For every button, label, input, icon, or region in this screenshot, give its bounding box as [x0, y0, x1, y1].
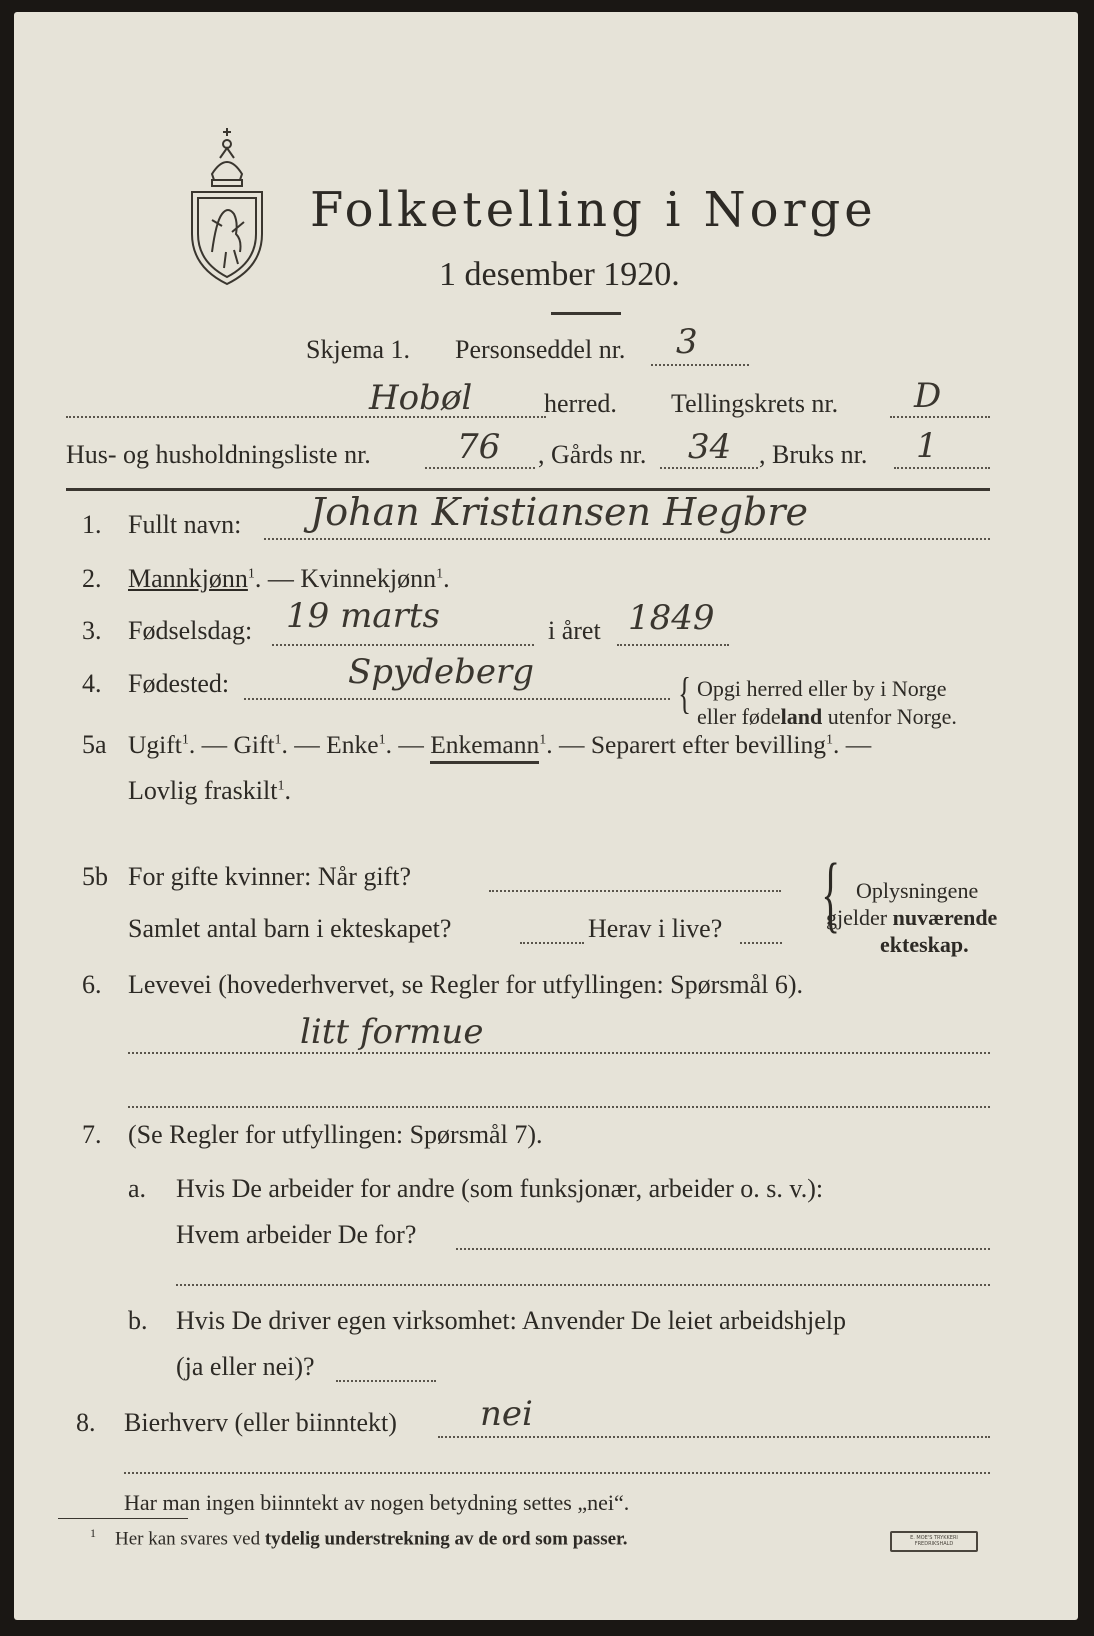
q5a-enke[interactable]: Enke — [326, 730, 379, 759]
q4-brace: { — [678, 669, 691, 718]
q3-year-label: i året — [548, 616, 601, 645]
gards-line — [660, 467, 758, 469]
q5a-lovlig: Lovlig fraskilt$^1$. — [128, 776, 291, 805]
q7b-sub-label: (ja eller nei)? — [176, 1352, 315, 1381]
q5b-note-text-bold: nuværende — [892, 905, 998, 930]
form-title: Folketelling i Norge — [310, 182, 877, 238]
q5a-enkemann-mark: 1 — [539, 732, 547, 748]
q4-note-line2 — [697, 704, 957, 730]
printer-stamp-text: E. MOE'S TRYKKERI FREDRIKSHALD — [910, 1535, 958, 1547]
q7a-line2 — [176, 1284, 990, 1286]
q3-value[interactable]: 19 marts — [286, 596, 440, 636]
tellingskrets-value[interactable]: D — [914, 376, 942, 416]
q1-value[interactable]: Johan Kristiansen Hegbre — [310, 490, 809, 534]
norway-coat-of-arms-icon — [182, 122, 272, 290]
bruks-label: , Bruks nr. — [759, 440, 868, 469]
q2-female[interactable]: Kvinnekjønn — [300, 564, 437, 593]
q5a-gift[interactable]: Gift — [233, 730, 275, 759]
title-rule — [551, 312, 621, 315]
q5a-separert[interactable]: Separert efter bevilling — [590, 730, 826, 759]
printer-stamp — [890, 1531, 978, 1552]
q7b-label: Hvis De driver egen virksomhet: Anvender De leiet arbeidshjelp — [176, 1306, 847, 1335]
q5a-ugift-mark: 1 — [181, 732, 189, 748]
q5b-live-label: Herav i live? — [588, 914, 723, 943]
q5a-dash: — — [391, 730, 431, 759]
q5a-separert-mark: 1 — [825, 732, 833, 748]
q5a-options: Ugift$^1$. — Gift$^1$. — Enke$^1$. — Enkemann$^1$. — Separert efter bevilling$^1$. — — [128, 730, 871, 760]
q5b-number: 5b — [82, 862, 108, 891]
q5b-barn-line — [520, 942, 584, 944]
hus-value[interactable]: 76 — [457, 427, 501, 467]
q2-female-footnote-mark: 1 — [436, 566, 444, 582]
q6-line2 — [128, 1106, 990, 1108]
q2-separator: . — — [254, 564, 301, 593]
q5b-note-line3: ekteskap. — [880, 932, 969, 957]
q1-number: 1. — [82, 510, 102, 539]
q7a-label: Hvis De arbeider for andre (som funksjonær, arbeider o. s. v.): — [176, 1174, 824, 1203]
q5b-gift-line — [489, 890, 781, 892]
footnote-text-bold: tydelig understrekning av de ord som passer. — [264, 1528, 628, 1550]
gards-label: , Gårds nr. — [538, 440, 647, 469]
q4-value[interactable]: Spydeberg — [348, 652, 535, 692]
q3-number: 3. — [82, 616, 102, 645]
q5b-note-line2 — [826, 905, 997, 931]
q1-label: Fullt navn: — [128, 510, 242, 539]
q5a-number: 5a — [82, 730, 107, 759]
q4-number: 4. — [82, 669, 102, 698]
q8-line1 — [438, 1436, 990, 1438]
q4-note-text-bold: land — [780, 704, 823, 729]
q7a-sub-label: Hvem arbeider De for? — [176, 1220, 417, 1249]
personseddel-value[interactable]: 3 — [676, 322, 698, 362]
q6-label: Levevei (hovederhvervet, se Regler for utfyllingen: Spørsmål 6). — [128, 970, 804, 999]
herred-label: herred. — [544, 389, 617, 418]
q4-note-line1: Opgi herred eller by i Norge — [697, 676, 947, 701]
q7-number: 7. — [82, 1120, 102, 1149]
q6-number: 6. — [82, 970, 102, 999]
q8-value[interactable]: nei — [480, 1394, 533, 1434]
q4-line — [244, 698, 670, 700]
footnote — [90, 1526, 627, 1550]
q8-number: 8. — [76, 1408, 96, 1437]
personseddel-line — [651, 364, 749, 366]
tellingskrets-line — [890, 416, 990, 418]
q5b-note-line1: Oplysningene — [856, 878, 979, 903]
q8-note: Har man ingen biinntekt av nogen betydning settes „nei“. — [124, 1490, 630, 1515]
footnote-text: Her kan svares ved — [115, 1528, 265, 1550]
q2-gender: Mannkjønn$^1$. — Kvinnekjønn$^1$. — [128, 564, 450, 593]
bruks-line — [894, 467, 990, 469]
q7b-letter: b. — [128, 1306, 148, 1335]
q4-note-text-c: utenfor Norge. — [822, 704, 957, 729]
q3-label: Fødselsdag: — [128, 616, 253, 645]
q6-value[interactable]: litt formue — [300, 1012, 484, 1052]
q4-note-text-a: eller føde — [697, 704, 781, 729]
herred-line — [66, 416, 546, 418]
q5b-live-line — [740, 942, 782, 944]
footnote-mark: 1 — [90, 1526, 96, 1540]
q7-label: (Se Regler for utfyllingen: Spørsmål 7). — [128, 1120, 543, 1149]
q5b-barn-label: Samlet antal barn i ekteskapet? — [128, 914, 452, 943]
q5b-note-text-a: gjelder — [826, 905, 893, 930]
q5b-label: For gifte kvinner: Når gift? — [128, 862, 412, 891]
personseddel-label: Personseddel nr. — [455, 335, 626, 364]
bruks-value[interactable]: 1 — [916, 426, 938, 466]
q7a-line1 — [456, 1248, 990, 1250]
q4-label: Fødested: — [128, 669, 230, 698]
q7b-line — [336, 1380, 436, 1382]
q3-year-value[interactable]: 1849 — [628, 598, 715, 638]
q2-male-footnote-mark: 1 — [247, 566, 255, 582]
q8-label: Bierhverv (eller biinntekt) — [124, 1408, 397, 1437]
tellingskrets-label: Tellingskrets nr. — [671, 389, 839, 418]
q5a-enke-mark: 1 — [378, 732, 386, 748]
q3-year-line — [617, 644, 729, 646]
hus-label: Hus- og husholdningsliste nr. — [66, 440, 371, 469]
census-form-page — [14, 12, 1078, 1620]
q8-line2 — [124, 1472, 990, 1474]
q7a-letter: a. — [128, 1174, 147, 1203]
q5a-enkemann[interactable]: Enkemann — [430, 730, 539, 764]
q2-number: 2. — [82, 564, 102, 593]
q5a-dash: — — [287, 730, 327, 759]
q5a-dash: — — [552, 730, 591, 759]
q2-male[interactable]: Mannkjønn — [128, 564, 248, 593]
gards-value[interactable]: 34 — [688, 427, 732, 467]
q3-line — [272, 644, 534, 646]
form-date: 1 desember 1920. — [439, 256, 680, 293]
skjema-label: Skjema 1. — [306, 335, 410, 364]
hus-line — [425, 467, 535, 469]
q5a-ugift[interactable]: Ugift — [128, 730, 182, 759]
q5a-lovlig-option[interactable]: Lovlig fraskilt — [128, 776, 278, 805]
q5a-lovlig-mark: 1 — [277, 778, 285, 794]
q5a-gift-mark: 1 — [274, 732, 282, 748]
footnote-rule — [58, 1518, 188, 1519]
q5a-dash: — — [195, 730, 234, 759]
q5b-brace: { — [821, 845, 840, 941]
q1-line — [264, 538, 990, 540]
herred-value[interactable]: Hobøl — [369, 378, 473, 418]
q6-line1 — [128, 1052, 990, 1054]
